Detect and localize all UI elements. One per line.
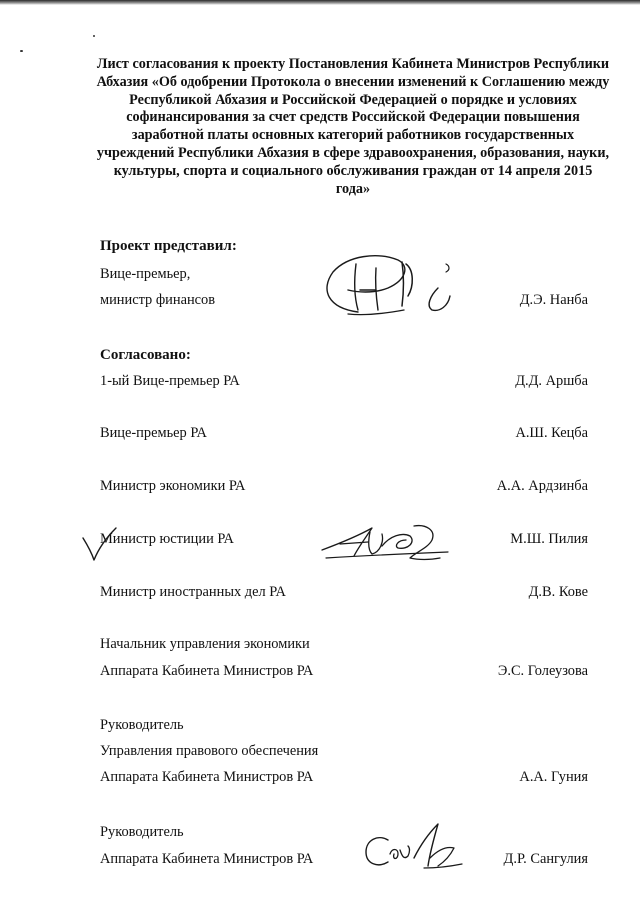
signatory-name: А.А. Гуния bbox=[519, 769, 588, 785]
approval-tick-mark bbox=[80, 524, 120, 564]
signatory-name: Д.В. Кове bbox=[528, 584, 588, 600]
presented-heading: Проект представил: bbox=[100, 238, 237, 254]
signatory-name: Д.Р. Сангулия bbox=[503, 851, 588, 867]
presenter-position-line2: министр финансов bbox=[100, 292, 216, 308]
signatory-position: Министр юстиции РА bbox=[100, 531, 234, 547]
signatory-name: Д.Д. Аршба bbox=[515, 373, 588, 389]
signatory-position: Министр экономики РА bbox=[100, 478, 246, 494]
signatory-name: А.Ш. Кецба bbox=[515, 425, 588, 441]
signatory-position-line1: Начальник управления экономики bbox=[100, 636, 310, 652]
scan-speck bbox=[93, 35, 95, 37]
signature-nanba bbox=[318, 250, 468, 325]
signatory-position-line1: Руководитель bbox=[100, 824, 184, 840]
signatory-position: Министр иностранных дел РА bbox=[100, 584, 286, 600]
signatory-name: М.Ш. Пилия bbox=[510, 531, 588, 547]
scan-edge-shadow bbox=[0, 0, 640, 5]
signatory-position-line3: Аппарата Кабинета Министров РА bbox=[100, 769, 314, 785]
signature-piliya bbox=[318, 518, 458, 566]
signatory-position-line2: Управления правового обеспечения bbox=[100, 743, 319, 759]
presenter-position-line1: Вице-премьер, bbox=[100, 266, 191, 282]
document-title: Лист согласования к проекту Постановления Кабинета Министров Республики Абхазия «Об одобрении Протокола о внесении изменений к Соглашению между Республикой Абхазия и Российской Федерацией о порядке и условиях софинансирования за счет средств Российской Федерации повышения заработной платы основных категорий работников государственных учреждений Республики Абхазия в сфере здравоохранения, образования, науки, культуры, спорта и социального обслуживания граждан от 14 апреля 2015 года» bbox=[96, 56, 610, 197]
signatory-position-line1: Руководитель bbox=[100, 717, 184, 733]
signatory-position-line2: Аппарата Кабинета Министров РА bbox=[100, 663, 314, 679]
signatory-position-line2: Аппарата Кабинета Министров РА bbox=[100, 851, 314, 867]
signatory-name: Э.С. Голеузова bbox=[497, 663, 588, 679]
presenter-name: Д.Э. Нанба bbox=[519, 292, 588, 308]
signatory-name: А.А. Ардзинба bbox=[496, 478, 588, 494]
scan-speck bbox=[20, 50, 23, 52]
signatory-position: Вице-премьер РА bbox=[100, 425, 207, 441]
agreed-heading: Согласовано: bbox=[100, 347, 191, 363]
signature-sangulia bbox=[358, 818, 468, 878]
signatory-position: 1-ый Вице-премьер РА bbox=[100, 373, 240, 389]
